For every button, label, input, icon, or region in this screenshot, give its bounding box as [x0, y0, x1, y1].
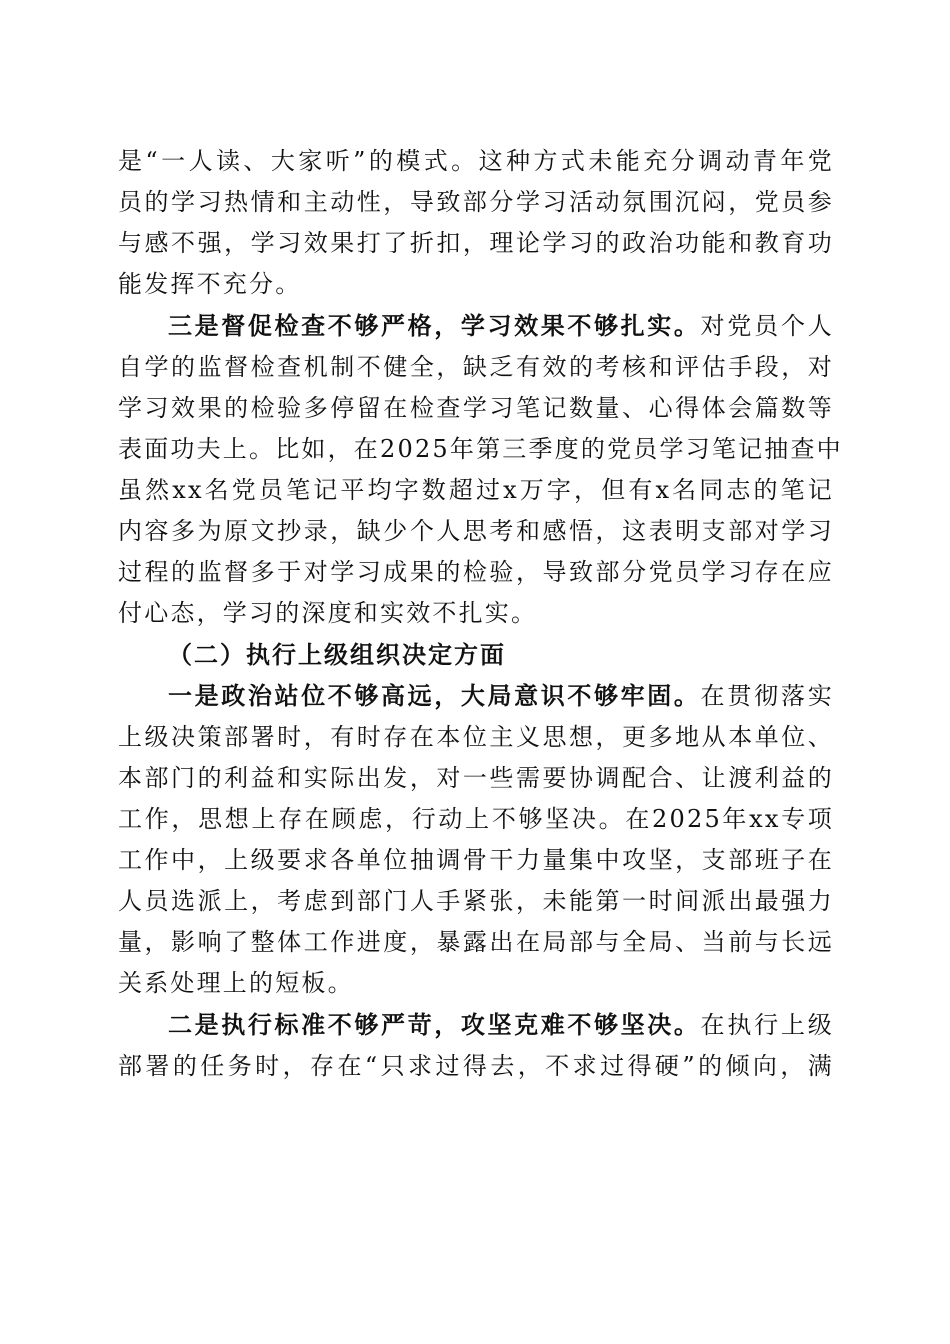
text-line: 量，影响了整体工作进度，暴露出在局部与全局、当前与长远	[118, 928, 834, 956]
text-line: 工作，思想上存在顾虑，行动上不够坚决。在2025年xx专项	[118, 805, 834, 833]
text-fragment: 在贯彻落实	[700, 682, 834, 710]
paragraph-lead: 二是执行标准不够严苛，攻坚克难不够坚决。	[168, 1010, 701, 1039]
paragraph-lead: 三是督促检查不够严格，学习效果不够扎实。	[168, 311, 701, 340]
text-line: 表面功夫上。比如，在2025年第三季度的党员学习笔记抽查中	[118, 435, 843, 463]
text-line	[118, 1004, 834, 1046]
text-line: 虽然xx名党员笔记平均字数超过x万字，但有x名同志的笔记	[118, 476, 834, 504]
text-line	[118, 675, 834, 717]
text-line: 内容多为原文抄录，缺少个人思考和感悟，这表明支部对学习	[118, 517, 834, 545]
paragraph-3	[118, 675, 834, 1004]
text-line: 本部门的利益和实际出发，对一些需要协调配合、让渡利益的	[118, 764, 834, 792]
text-line: 是“一人读、大家听”的模式。这种方式未能充分调动青年党	[118, 147, 834, 175]
text-line: 付心态，学习的深度和实效不扎实。	[118, 599, 538, 627]
text-line: 部署的任务时，存在“只求过得去，不求过得硬”的倾向，满	[118, 1052, 834, 1080]
text-line: 员的学习热情和主动性，导致部分学习活动氛围沉闷，党员参	[118, 188, 834, 216]
text-line: 过程的监督多于对学习成果的检验，导致部分党员学习存在应	[118, 558, 834, 586]
text-line: 关系处理上的短板。	[118, 969, 354, 997]
document-page	[118, 141, 843, 1087]
text-line: 人员选派上，考虑到部门人手紧张，未能第一时间派出最强力	[118, 887, 834, 915]
paragraph-lead: 一是政治站位不够高远，大局意识不够牢固。	[168, 681, 701, 710]
text-line: 自学的监督检查机制不健全，缺乏有效的考核和评估手段，对	[118, 353, 834, 381]
text-line: 工作中，上级要求各单位抽调骨干力量集中攻坚，支部班子在	[118, 846, 834, 874]
paragraph-1	[118, 141, 834, 305]
text-line: 能发挥不充分。	[118, 270, 302, 298]
text-fragment: 在执行上级	[700, 1011, 834, 1039]
text-line	[118, 305, 834, 347]
text-line: 与感不强，学习效果打了折扣，理论学习的政治功能和教育功	[118, 229, 834, 257]
section-heading: （二）执行上级组织决定方面	[168, 640, 506, 669]
paragraph-4	[118, 1004, 834, 1087]
text-line: 上级决策部署时，有时存在本位主义思想，更多地从本单位、	[118, 723, 834, 751]
paragraph-2	[118, 305, 843, 634]
text-fragment: 对党员个人	[700, 312, 834, 340]
text-line: 学习效果的检验多停留在检查学习笔记数量、心得体会篇数等	[118, 394, 834, 422]
